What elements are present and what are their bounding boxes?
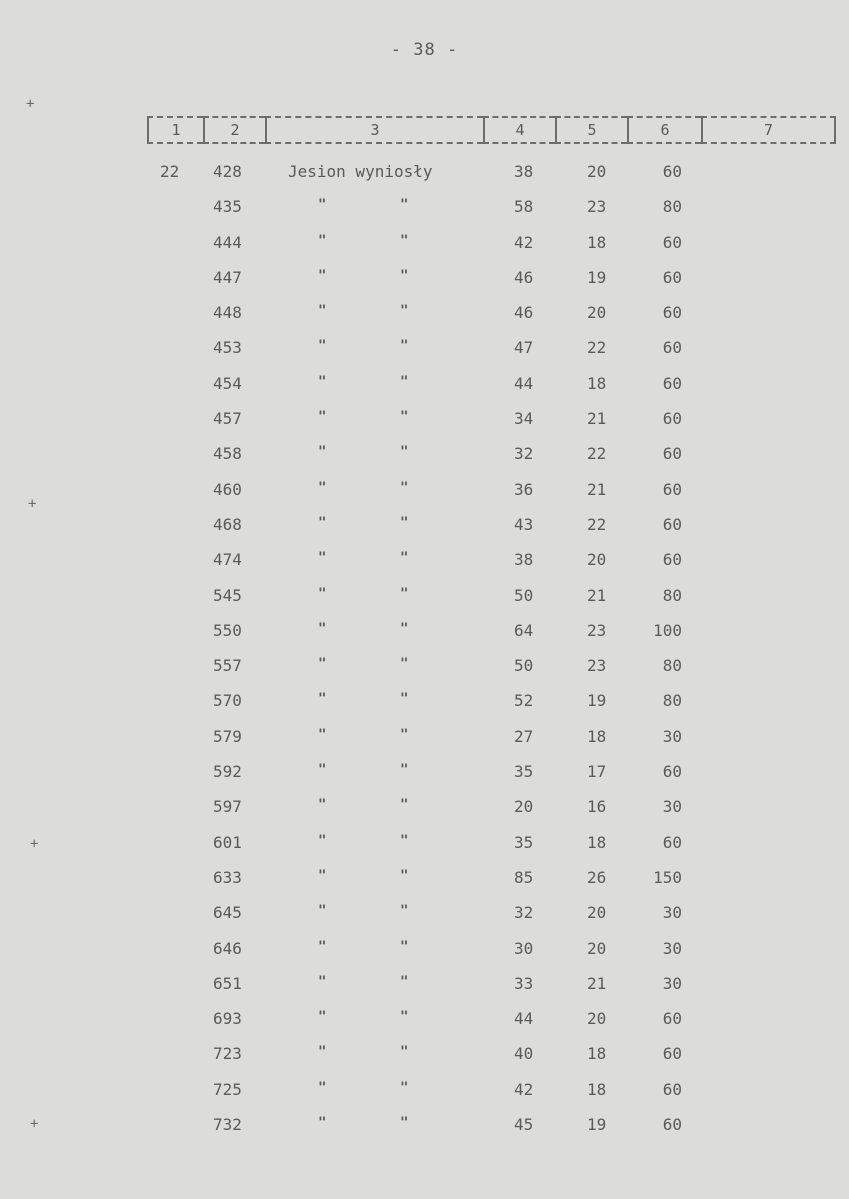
header-col-2: 2 (203, 116, 265, 144)
table-row (0, 1072, 849, 1107)
tree-number: 468 (213, 514, 242, 534)
ditto-mark: " (400, 797, 409, 814)
table-row (0, 295, 849, 330)
col5-value: 20 (587, 903, 607, 923)
ditto-mark: " (318, 1115, 327, 1132)
table-row (0, 154, 849, 189)
tree-number: 579 (213, 726, 242, 746)
tree-number: 646 (213, 938, 242, 958)
col4-value: 46 (514, 267, 534, 287)
tree-number: 454 (213, 373, 242, 393)
col6-value: 60 (662, 303, 682, 323)
tree-number: 447 (213, 267, 242, 287)
ditto-mark: " (318, 550, 327, 567)
table-row (0, 860, 849, 895)
table-body (0, 154, 849, 1142)
col6-value: 60 (662, 762, 682, 782)
ditto-mark: " (318, 726, 327, 743)
col4-value: 32 (514, 444, 534, 464)
table-header (147, 116, 836, 142)
ditto-mark: " (400, 656, 409, 673)
ditto-mark: " (400, 1079, 409, 1096)
ditto-mark: " (318, 903, 327, 920)
ditto-mark: " (400, 479, 409, 496)
ditto-mark: " (400, 726, 409, 743)
ditto-mark: " (318, 1009, 327, 1026)
col4-value: 45 (514, 1115, 534, 1135)
tree-number: 474 (213, 550, 242, 570)
col4-value: 32 (514, 903, 534, 923)
col5-value: 20 (587, 938, 607, 958)
col6-value: 100 (653, 620, 682, 640)
col4-value: 50 (514, 585, 534, 605)
col5-value: 20 (587, 1009, 607, 1029)
col4-value: 52 (514, 691, 534, 711)
col5-value: 19 (587, 1115, 607, 1135)
tree-number: 428 (213, 162, 242, 181)
punch-mark: + (30, 1116, 39, 1132)
ditto-mark: " (318, 373, 327, 390)
col6-value: 60 (662, 550, 682, 570)
col5-value: 20 (587, 162, 607, 181)
page-number: - 38 - (390, 40, 459, 60)
table-row (0, 1001, 849, 1036)
col6-value: 30 (662, 726, 682, 746)
col4-value: 30 (514, 938, 534, 958)
ditto-mark: " (400, 867, 409, 884)
ditto-mark: " (318, 1044, 327, 1061)
punch-mark: + (30, 836, 39, 852)
col4-value: 46 (514, 303, 534, 323)
ditto-mark: " (318, 444, 327, 461)
col4-value: 40 (514, 1044, 534, 1064)
col5-value: 17 (587, 762, 607, 782)
table-row (0, 825, 849, 860)
col5-value: 21 (587, 479, 607, 499)
table-row (0, 225, 849, 260)
col4-value: 58 (514, 197, 534, 217)
col5-value: 22 (587, 444, 607, 464)
col5-value: 21 (587, 973, 607, 993)
tree-number: 550 (213, 620, 242, 640)
tree-number: 651 (213, 973, 242, 993)
header-col-3: 3 (265, 116, 483, 144)
col5-value: 19 (587, 691, 607, 711)
ditto-mark: " (318, 303, 327, 320)
col4-value: 38 (514, 550, 534, 570)
table-row (0, 719, 849, 754)
group-number: 22 (160, 162, 180, 181)
col6-value: 60 (662, 514, 682, 534)
tree-number: 725 (213, 1079, 242, 1099)
col6-value: 60 (662, 1009, 682, 1029)
tree-number: 645 (213, 903, 242, 923)
col6-value: 60 (662, 1115, 682, 1135)
ditto-mark: " (400, 197, 409, 214)
ditto-mark: " (318, 691, 327, 708)
table-row (0, 754, 849, 789)
tree-number: 723 (213, 1044, 242, 1064)
ditto-mark: " (400, 409, 409, 426)
ditto-mark: " (400, 514, 409, 531)
ditto-mark: " (400, 762, 409, 779)
col4-value: 50 (514, 656, 534, 676)
tree-number: 693 (213, 1009, 242, 1029)
tree-number: 453 (213, 338, 242, 358)
col6-value: 60 (662, 1044, 682, 1064)
col6-value: 80 (662, 585, 682, 605)
tree-number: 633 (213, 867, 242, 887)
header-col-4: 4 (483, 116, 555, 144)
table-row (0, 472, 849, 507)
col4-value: 42 (514, 232, 534, 252)
tree-number: 457 (213, 409, 242, 429)
col6-value: 60 (662, 373, 682, 393)
col5-value: 21 (587, 409, 607, 429)
col4-value: 43 (514, 514, 534, 534)
col5-value: 23 (587, 656, 607, 676)
species-name: Jesion wyniosły (288, 162, 433, 181)
ditto-mark: " (318, 656, 327, 673)
table-row (0, 260, 849, 295)
table-row (0, 542, 849, 577)
ditto-mark: " (400, 267, 409, 284)
col4-value: 35 (514, 762, 534, 782)
col4-value: 27 (514, 726, 534, 746)
ditto-mark: " (400, 691, 409, 708)
col4-value: 85 (514, 867, 534, 887)
punch-mark: + (26, 96, 35, 112)
table-row (0, 789, 849, 824)
table-row (0, 401, 849, 436)
col5-value: 18 (587, 832, 607, 852)
col5-value: 20 (587, 550, 607, 570)
ditto-mark: " (318, 938, 327, 955)
col6-value: 80 (662, 656, 682, 676)
ditto-mark: " (400, 832, 409, 849)
table-row (0, 366, 849, 401)
col4-value: 35 (514, 832, 534, 852)
ditto-mark: " (400, 1009, 409, 1026)
table-row (0, 683, 849, 718)
col6-value: 60 (662, 409, 682, 429)
tree-number: 597 (213, 797, 242, 817)
col6-value: 60 (662, 1079, 682, 1099)
ditto-mark: " (400, 1044, 409, 1061)
table-row (0, 648, 849, 683)
tree-number: 460 (213, 479, 242, 499)
ditto-mark: " (400, 620, 409, 637)
ditto-mark: " (318, 267, 327, 284)
ditto-mark: " (400, 1115, 409, 1132)
col6-value: 60 (662, 444, 682, 464)
col5-value: 22 (587, 338, 607, 358)
col6-value: 150 (653, 867, 682, 887)
tree-number: 732 (213, 1115, 242, 1135)
tree-number: 448 (213, 303, 242, 323)
ditto-mark: " (400, 903, 409, 920)
table-row (0, 1036, 849, 1071)
col4-value: 44 (514, 373, 534, 393)
header-col-5: 5 (555, 116, 627, 144)
ditto-mark: " (400, 550, 409, 567)
ditto-mark: " (400, 303, 409, 320)
col6-value: 30 (662, 797, 682, 817)
col5-value: 26 (587, 867, 607, 887)
table-row (0, 578, 849, 613)
col5-value: 19 (587, 267, 607, 287)
tree-number: 444 (213, 232, 242, 252)
col4-value: 44 (514, 1009, 534, 1029)
ditto-mark: " (318, 232, 327, 249)
col6-value: 60 (662, 832, 682, 852)
table-row (0, 507, 849, 542)
col6-value: 60 (662, 338, 682, 358)
col4-value: 20 (514, 797, 534, 817)
col5-value: 16 (587, 797, 607, 817)
col5-value: 18 (587, 1044, 607, 1064)
col5-value: 22 (587, 514, 607, 534)
col5-value: 20 (587, 303, 607, 323)
ditto-mark: " (400, 338, 409, 355)
ditto-mark: " (400, 232, 409, 249)
ditto-mark: " (318, 409, 327, 426)
col4-value: 33 (514, 973, 534, 993)
ditto-mark: " (318, 1079, 327, 1096)
col4-value: 42 (514, 1079, 534, 1099)
ditto-mark: " (400, 973, 409, 990)
ditto-mark: " (318, 514, 327, 531)
table-row (0, 895, 849, 930)
ditto-mark: " (400, 938, 409, 955)
table-row (0, 436, 849, 471)
col6-value: 60 (662, 479, 682, 499)
ditto-mark: " (400, 444, 409, 461)
tree-number: 557 (213, 656, 242, 676)
col6-value: 30 (662, 973, 682, 993)
punch-mark: + (28, 496, 37, 512)
col6-value: 60 (662, 232, 682, 252)
tree-number: 435 (213, 197, 242, 217)
col5-value: 18 (587, 1079, 607, 1099)
col4-value: 36 (514, 479, 534, 499)
tree-number: 570 (213, 691, 242, 711)
ditto-mark: " (318, 797, 327, 814)
col5-value: 23 (587, 620, 607, 640)
col6-value: 80 (662, 691, 682, 711)
table-row (0, 966, 849, 1001)
col4-value: 47 (514, 338, 534, 358)
ditto-mark: " (318, 832, 327, 849)
header-col-1: 1 (147, 116, 203, 144)
tree-number: 545 (213, 585, 242, 605)
col5-value: 18 (587, 726, 607, 746)
ditto-mark: " (318, 762, 327, 779)
ditto-mark: " (400, 585, 409, 602)
col5-value: 23 (587, 197, 607, 217)
col6-value: 30 (662, 938, 682, 958)
ditto-mark: " (400, 373, 409, 390)
col6-value: 60 (662, 267, 682, 287)
ditto-mark: " (318, 197, 327, 214)
col4-value: 38 (514, 162, 534, 181)
col4-value: 64 (514, 620, 534, 640)
table-row (0, 1107, 849, 1142)
tree-number: 592 (213, 762, 242, 782)
table-row (0, 189, 849, 224)
col6-value: 30 (662, 903, 682, 923)
table-row (0, 613, 849, 648)
ditto-mark: " (318, 973, 327, 990)
ditto-mark: " (318, 479, 327, 496)
table-row (0, 330, 849, 365)
col6-value: 80 (662, 197, 682, 217)
ditto-mark: " (318, 338, 327, 355)
col5-value: 21 (587, 585, 607, 605)
ditto-mark: " (318, 620, 327, 637)
header-col-7: 7 (701, 116, 836, 144)
tree-number: 458 (213, 444, 242, 464)
col5-value: 18 (587, 232, 607, 252)
header-col-6: 6 (627, 116, 701, 144)
col6-value: 60 (662, 162, 682, 181)
tree-number: 601 (213, 832, 242, 852)
ditto-mark: " (318, 585, 327, 602)
ditto-mark: " (318, 867, 327, 884)
table-row (0, 931, 849, 966)
col5-value: 18 (587, 373, 607, 393)
col4-value: 34 (514, 409, 534, 429)
